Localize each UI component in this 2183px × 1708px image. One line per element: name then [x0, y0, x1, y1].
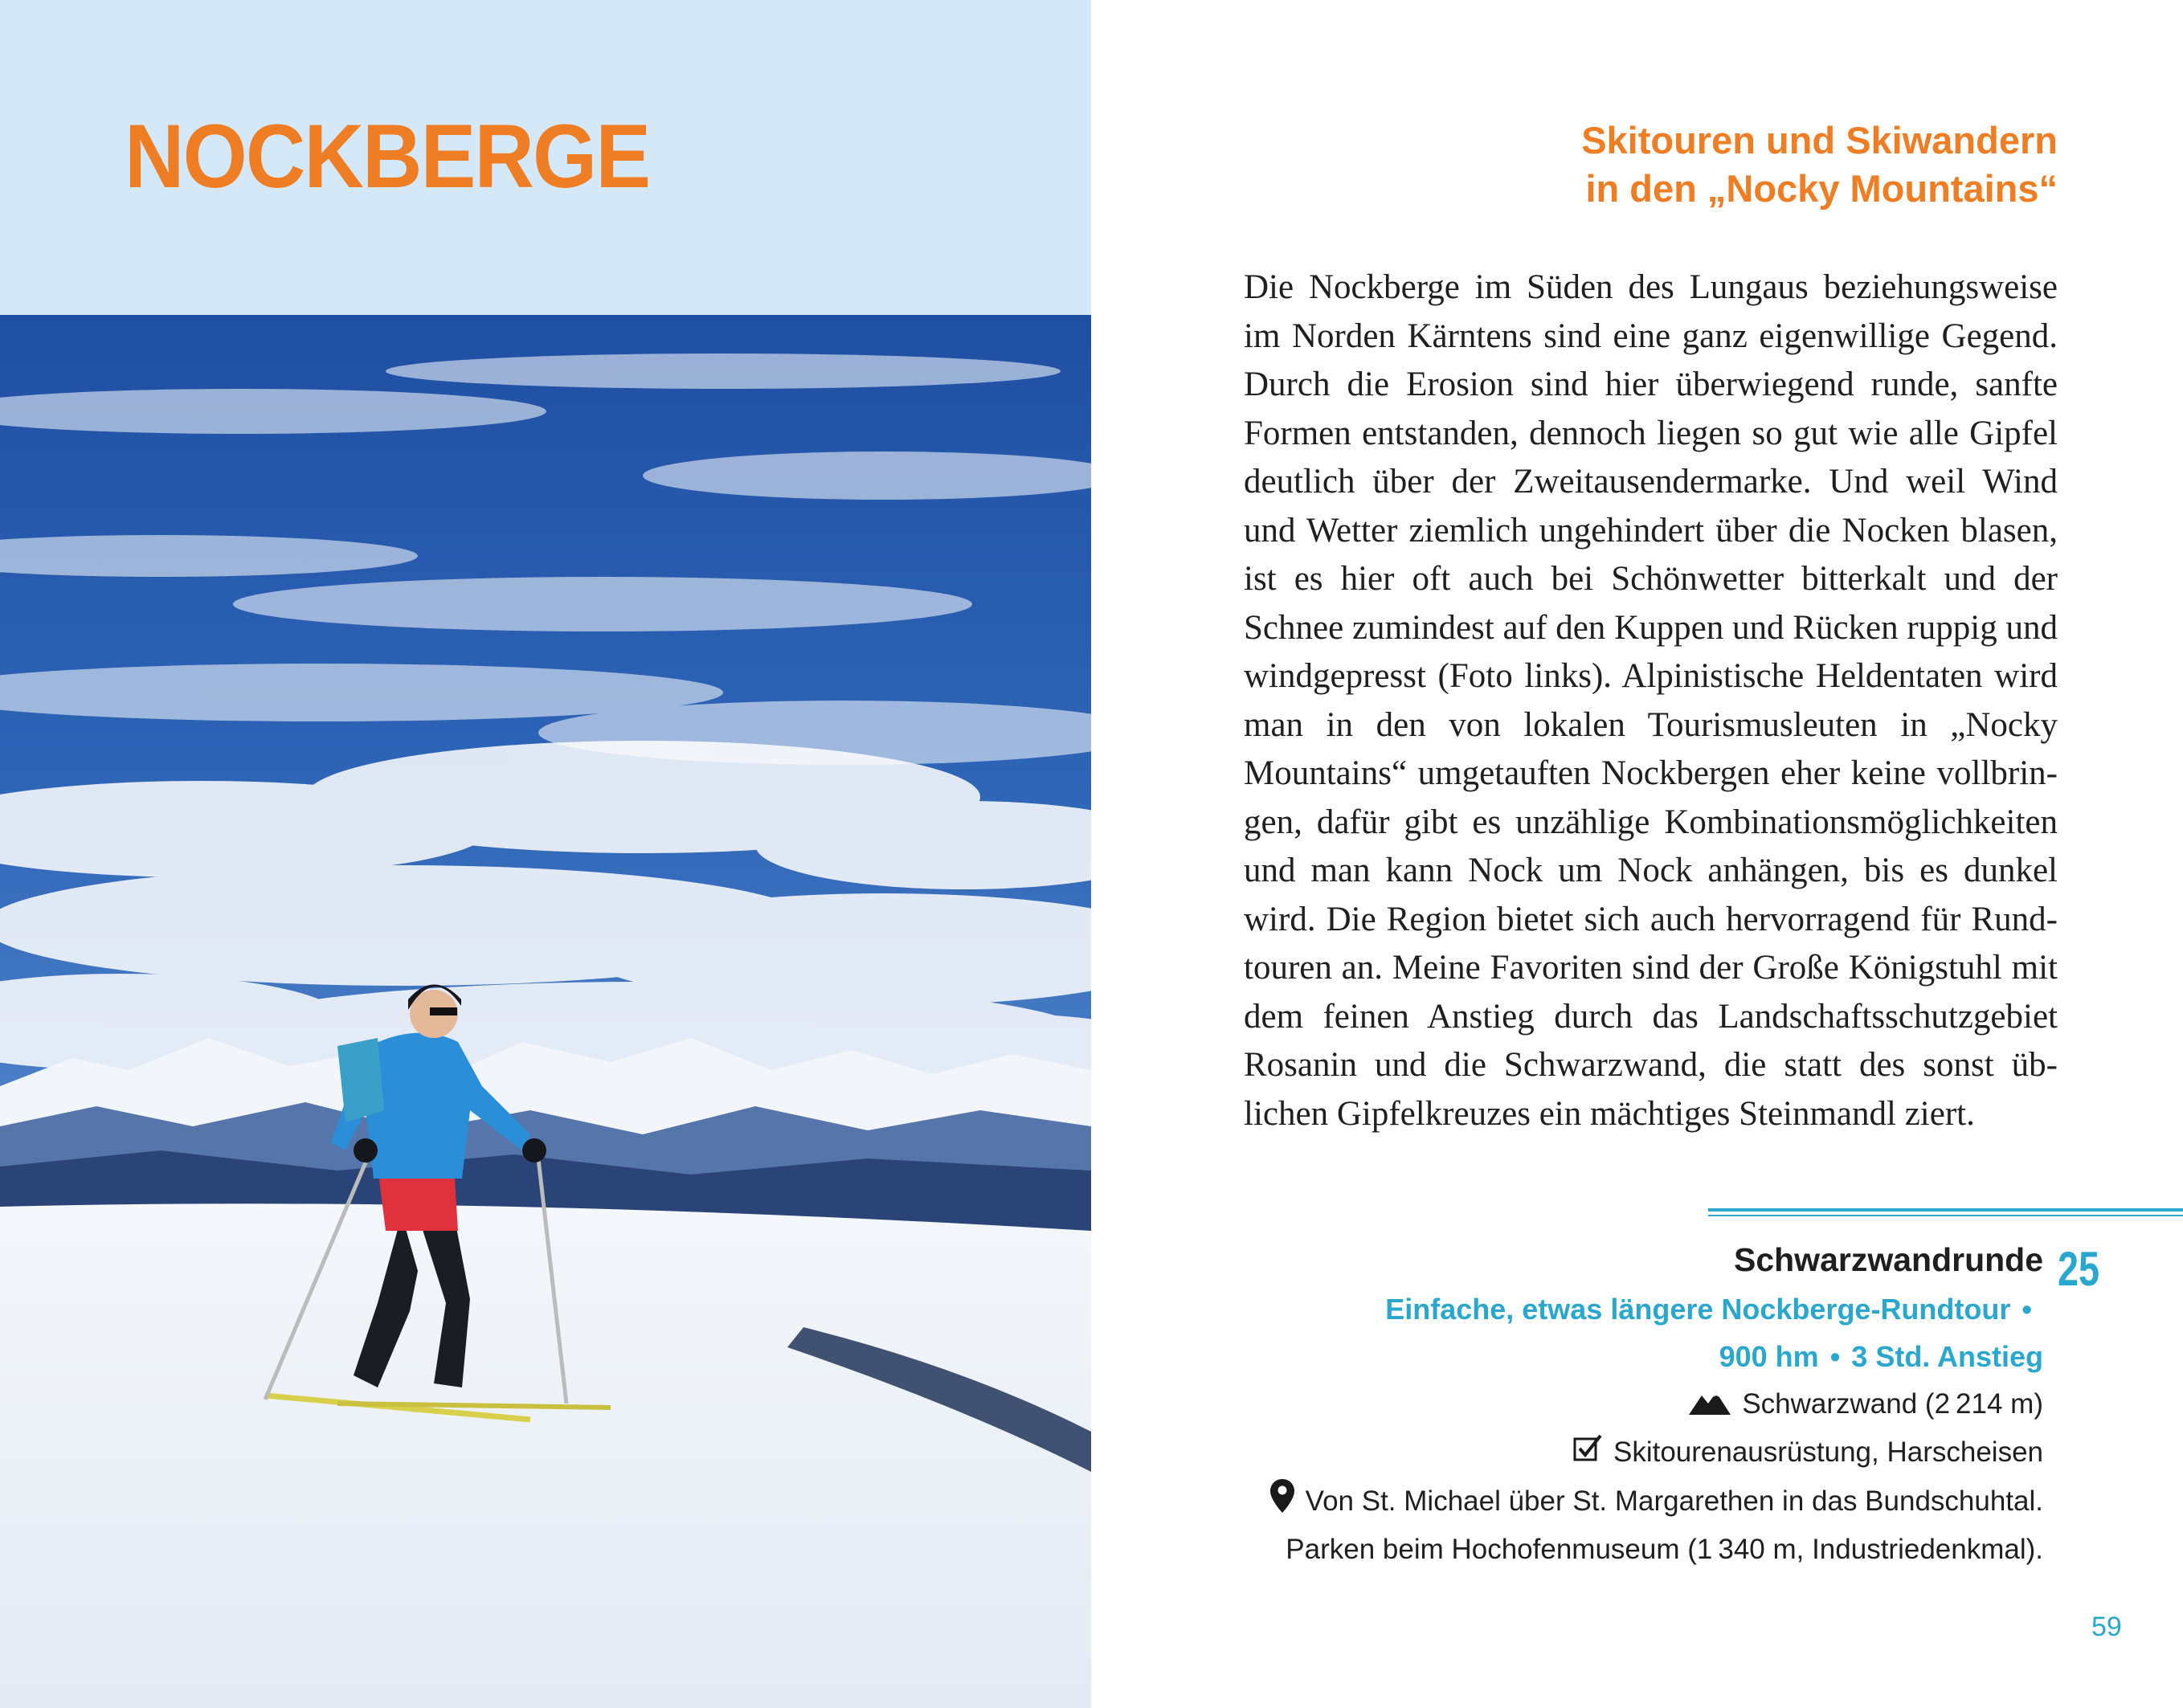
- title-band: [0, 0, 1091, 315]
- tour-equipment: [1240, 1429, 2043, 1477]
- ski-tour-photo: [0, 315, 1091, 1708]
- page-number: 59: [2091, 1612, 2122, 1642]
- tour-description-text: Einfache, etwas längere Nockberge-Rundtour: [1385, 1293, 2011, 1326]
- tour-parking: Parken beim Hochofenmuseum (1 340 m, Industriedenkmal).: [1286, 1534, 2043, 1565]
- left-page: [0, 0, 1091, 1708]
- region-title: NOCKBERGE: [125, 106, 650, 206]
- tour-elevation: 900 hm: [1719, 1340, 1819, 1373]
- body-paragraph: Die Nockberge im Süden des Lungaus beziehungsweise im Norden Kärntens sind eine ganz eigenwillige Gegend. Durch die Erosion sind hier überwiegend runde, sanfte Formen entstanden, dennoch liegen so gut wie alle Gipfel deutlich über der Zweitausendermarke. Und weil Wind und Wetter ziemlich ungehindert über die Nocken blasen, ist es hier oft auch bei Schönwetter bitterkalt und der Schnee zumindest auf den Kuppen und Rücken ruppig und windgepresst (Foto links). Alpinistische Heldentaten wird man in den von lokalen Tourismusleuten in „Nocky Mountains“ umgetauften Nockbergen eher keine vollbringen, dafür gibt es unzählige Kombinationsmöglichkeiten und man kann Nock um Nock anhängen, bis es dunkel wird. Die Region bietet sich auch hervorragend für Rundtouren an. Meine Favoriten sind der Große Königstuhl mit dem feinen Anstieg durch das Landschaftsschutzgebiet Rosanin und die Schwarzwand, die statt des sonst üblichen Gipfelkreuzes ein mächtiges Steinmandl ziert.: [1244, 268, 2058, 1133]
- tour-start-text: Von St. Michael über St. Margarethen in das Bundschuhtal.: [1305, 1485, 2043, 1517]
- tour-summit-text: Schwarzwand (2 214 m): [1742, 1388, 2043, 1420]
- tour-divider: [1708, 1208, 2183, 1212]
- tour-stats: [1240, 1334, 2043, 1380]
- tour-description: [1240, 1286, 2043, 1333]
- subtitle-line: Skitouren und Skiwandern: [1581, 119, 2058, 161]
- tour-start: [1240, 1478, 2043, 1527]
- checkbox-icon: [1573, 1431, 1602, 1477]
- mountain-icon: [1689, 1383, 1731, 1429]
- subtitle-line: in den „Nocky Mountains“: [1585, 167, 2058, 210]
- bullet-separator: •: [2022, 1293, 2032, 1326]
- location-pin-icon: [1270, 1479, 1294, 1527]
- tour-duration: 3 Std. Anstieg: [1851, 1340, 2043, 1373]
- tour-divider: [1708, 1215, 2183, 1216]
- tour-name: Schwarzwandrunde: [1733, 1241, 2043, 1278]
- bullet-separator: •: [1829, 1340, 1841, 1373]
- tour-number: 25: [2058, 1242, 2100, 1296]
- body-text: [1244, 264, 2058, 1138]
- section-subtitle: [1335, 116, 2058, 213]
- tour-equipment-text: Skitourenausrüstung, Harscheisen: [1613, 1436, 2043, 1468]
- tour-summit: [1240, 1381, 2043, 1429]
- right-page: [1091, 0, 2183, 1708]
